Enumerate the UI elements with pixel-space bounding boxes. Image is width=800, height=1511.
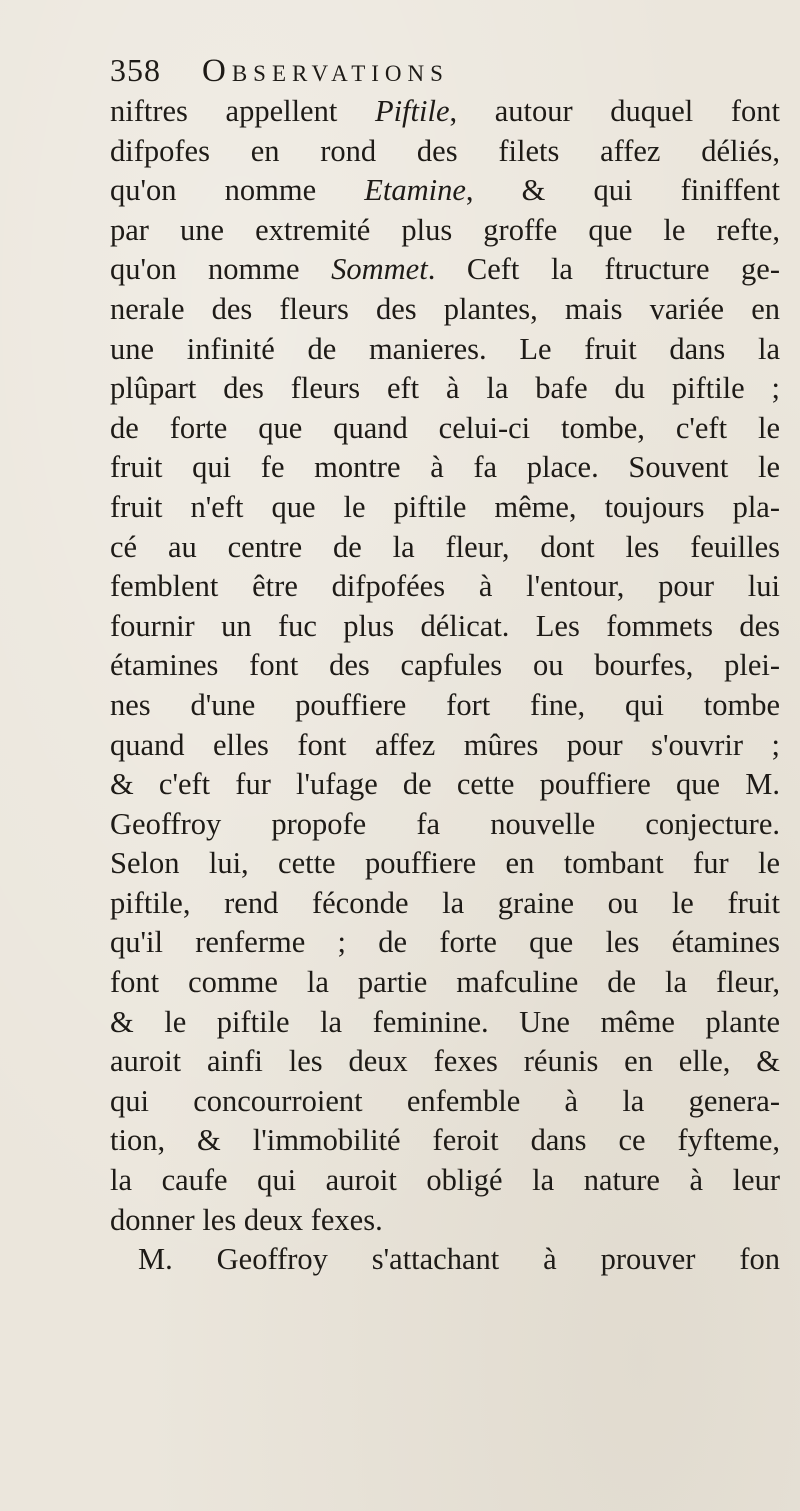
text-line: difpofes en rond des filets affez déliés, — [110, 133, 780, 168]
text-line: nes d'une pouffiere fort fine, qui tombe — [110, 687, 780, 722]
text-line: de forte que quand celui-ci tombe, c'eft le — [110, 410, 780, 445]
text-line: une infinité de manieres. Le fruit dans la — [110, 331, 780, 366]
text-line: cé au centre de la fleur, dont les feuilles — [110, 529, 780, 564]
text-line: qu'il renferme ; de forte que les étamines — [110, 925, 780, 960]
running-head — [110, 48, 670, 92]
text-line: & le piftile la feminine. Une même plante — [110, 1004, 780, 1039]
text-line: étamines font des capfules ou bourfes, plei- — [110, 648, 780, 683]
text-line: par une extremité plus groffe que le refte, — [110, 212, 780, 247]
text-line: qui concourroient enfemble à la genera- — [110, 1083, 780, 1118]
text-line: fruit qui fe montre à fa place. Souvent le — [110, 450, 780, 485]
text-line: piftile, rend féconde la graine ou le fruit — [110, 885, 780, 920]
text-line: nerale des fleurs des plantes, mais variée en — [110, 291, 780, 326]
text-line: plûpart des fleurs eft à la bafe du piftile ; — [110, 371, 780, 406]
running-title: Observations — [202, 53, 449, 89]
text-line: qu'on nomme Etamine, & qui finiffent — [110, 173, 781, 208]
text-line: & c'eft fur l'ufage de cette pouffiere que M. — [110, 767, 780, 802]
text-line: niftres appellent Piftile, autour duquel font — [110, 94, 781, 128]
text-line: Geoffroy propofe fa nouvelle conjecture. — [110, 806, 780, 841]
text-line: auroit ainfi les deux fexes réunis en elle, & — [110, 1044, 780, 1079]
text-line: tion, & l'immobilité feroit dans ce fyfteme, — [110, 1123, 780, 1158]
body-text — [110, 92, 800, 1280]
text-line: fournir un fuc plus délicat. Les fommets des — [110, 608, 780, 643]
page-number: 358 — [110, 52, 161, 88]
text-line: font comme la partie mafculine de la fleur, — [110, 965, 780, 1000]
text-line: qu'on nomme Sommet. Ceft la ftructure ge- — [110, 252, 781, 287]
text-line: femblent être difpofées à l'entour, pour lui — [110, 569, 780, 604]
text-line: la caufe qui auroit obligé la nature à leur — [110, 1163, 780, 1198]
text-line: fruit n'eft que le piftile même, toujours pla- — [110, 489, 780, 524]
text-line: Selon lui, cette pouffiere en tombant fur le — [110, 846, 780, 881]
text-line: M. Geoffroy s'attachant à prouver fon — [138, 1242, 780, 1277]
text-line: donner les deux fexes. — [110, 1202, 383, 1237]
text-line: quand elles font affez mûres pour s'ouvrir ; — [110, 727, 780, 762]
